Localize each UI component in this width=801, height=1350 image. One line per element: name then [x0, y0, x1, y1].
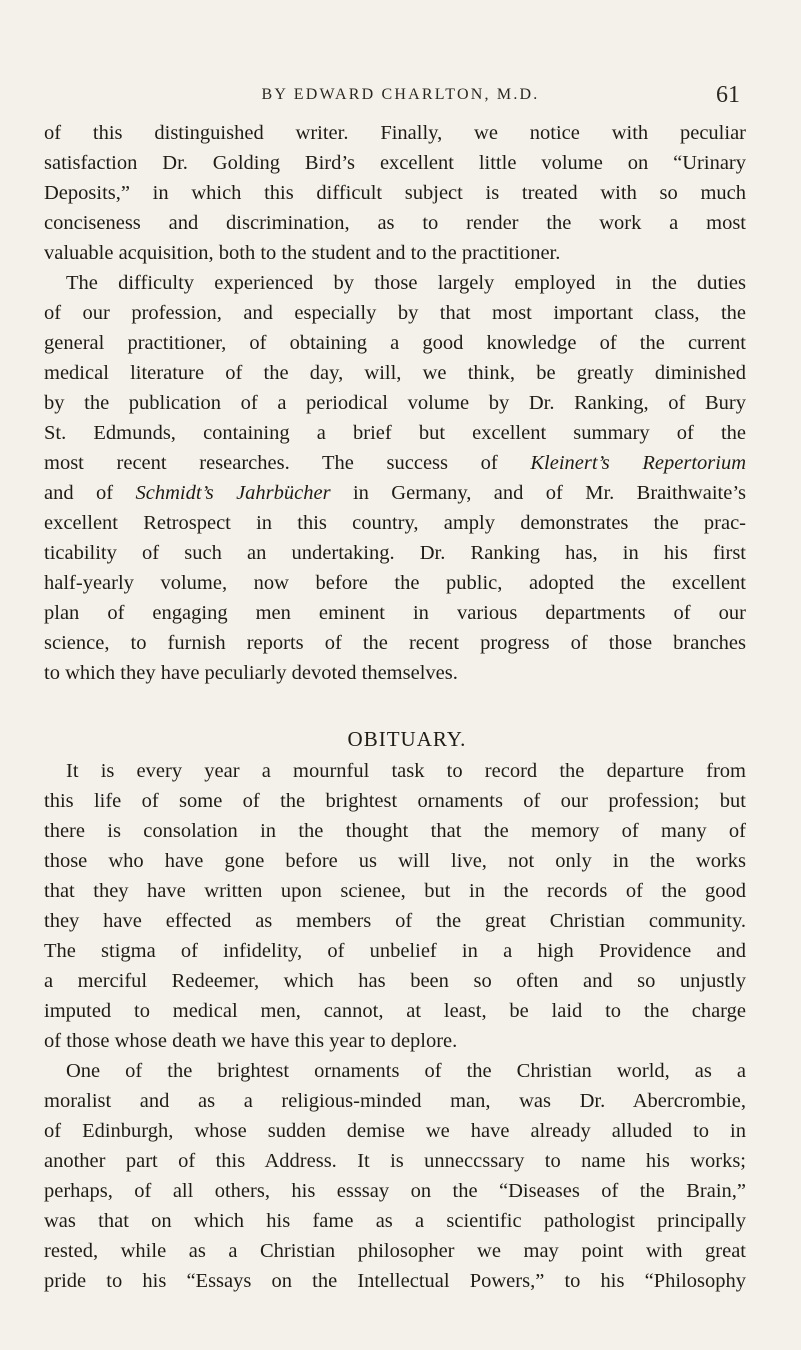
- text-line: St. Edmunds, containing a brief but excellent summary of the: [44, 422, 746, 444]
- running-title: BY EDWARD CHARLTON, M.D.: [261, 86, 540, 103]
- text-line: a merciful Redeemer, which has been so often and so unjustly: [44, 970, 746, 992]
- text-line: excellent Retrospect in this country, amply demonstrates the prac-: [44, 512, 746, 534]
- text-line: of Edinburgh, whose sudden demise we have already alluded to in: [44, 1120, 746, 1142]
- running-head: [0, 82, 801, 112]
- paragraphs-before: [44, 118, 746, 688]
- text-line: of this distinguished writer. Finally, we notice with peculiar: [44, 122, 746, 144]
- text-line: One of the brightest ornaments of the Christian world, as a: [66, 1060, 746, 1082]
- text-line: of our profession, and especially by that most important class, the: [44, 302, 746, 324]
- text-line: plan of engaging men eminent in various departments of our: [44, 602, 746, 624]
- text-line: imputed to medical men, cannot, at least, be laid to the charge: [44, 1000, 746, 1022]
- text-line: those who have gone before us will live, not only in the works: [44, 850, 746, 872]
- section-heading-obituary: OBITUARY.: [347, 727, 467, 751]
- text-line: and of Schmidt’s Jahrbücher in Germany, and of Mr. Braithwaite’s: [44, 482, 746, 504]
- text-line: The difficulty experienced by those largely employed in the duties: [66, 272, 746, 294]
- paragraph: [44, 1056, 746, 1296]
- text-line: they have effected as members of the great Christian community.: [44, 910, 746, 932]
- text-line: was that on which his fame as a scientific pathologist principally: [44, 1210, 746, 1232]
- text-line: perhaps, of all others, his esssay on the “Diseases of the Brain,”: [44, 1180, 746, 1202]
- text-line: ticability of such an undertaking. Dr. Ranking has, in his first: [44, 542, 746, 564]
- text-line: by the publication of a periodical volume by Dr. Ranking, of Bury: [44, 392, 746, 414]
- text-line: satisfaction Dr. Golding Bird’s excellent little volume on “Urinary: [44, 152, 746, 174]
- text-line: conciseness and discrimination, as to render the work a most: [44, 212, 746, 234]
- text-line: science, to furnish reports of the recent progress of those branches: [44, 632, 746, 654]
- text-line: general practitioner, of obtaining a good knowledge of the current: [44, 332, 746, 354]
- text-line: Deposits,” in which this difficult subject is treated with so much: [44, 182, 746, 204]
- text-line: rested, while as a Christian philosopher we may point with great: [44, 1240, 746, 1262]
- text-line: most recent researches. The success of Kleinert’s Repertorium: [44, 452, 746, 474]
- paragraph: [44, 756, 746, 1056]
- text-line: of those whose death we have this year to deplore.: [44, 1030, 458, 1052]
- paragraph: [44, 118, 746, 268]
- paragraph: [44, 268, 746, 688]
- text-line: valuable acquisition, both to the student and to the practitioner.: [44, 242, 561, 264]
- text-line: It is every year a mournful task to record the departure from: [66, 760, 746, 782]
- text-line: medical literature of the day, will, we think, be greatly diminished: [44, 362, 746, 384]
- paragraphs-after: [44, 756, 746, 1296]
- page-number: 61: [716, 82, 740, 108]
- body-text: [44, 118, 746, 1296]
- text-line: this life of some of the brightest ornaments of our profession; but: [44, 790, 746, 812]
- text-line: The stigma of infidelity, of unbelief in a high Providence and: [44, 940, 746, 962]
- text-line: that they have written upon scienee, but in the records of the good: [44, 880, 746, 902]
- text-line: moralist and as a religious-minded man, was Dr. Abercrombie,: [44, 1090, 746, 1112]
- text-line: half-yearly volume, now before the public, adopted the excellent: [44, 572, 746, 594]
- text-line: pride to his “Essays on the Intellectual Powers,” to his “Philosophy: [44, 1270, 746, 1292]
- text-line: to which they have peculiarly devoted themselves.: [44, 662, 458, 684]
- text-line: another part of this Address. It is unneccssary to name his works;: [44, 1150, 746, 1172]
- text-line: there is consolation in the thought that the memory of many of: [44, 820, 746, 842]
